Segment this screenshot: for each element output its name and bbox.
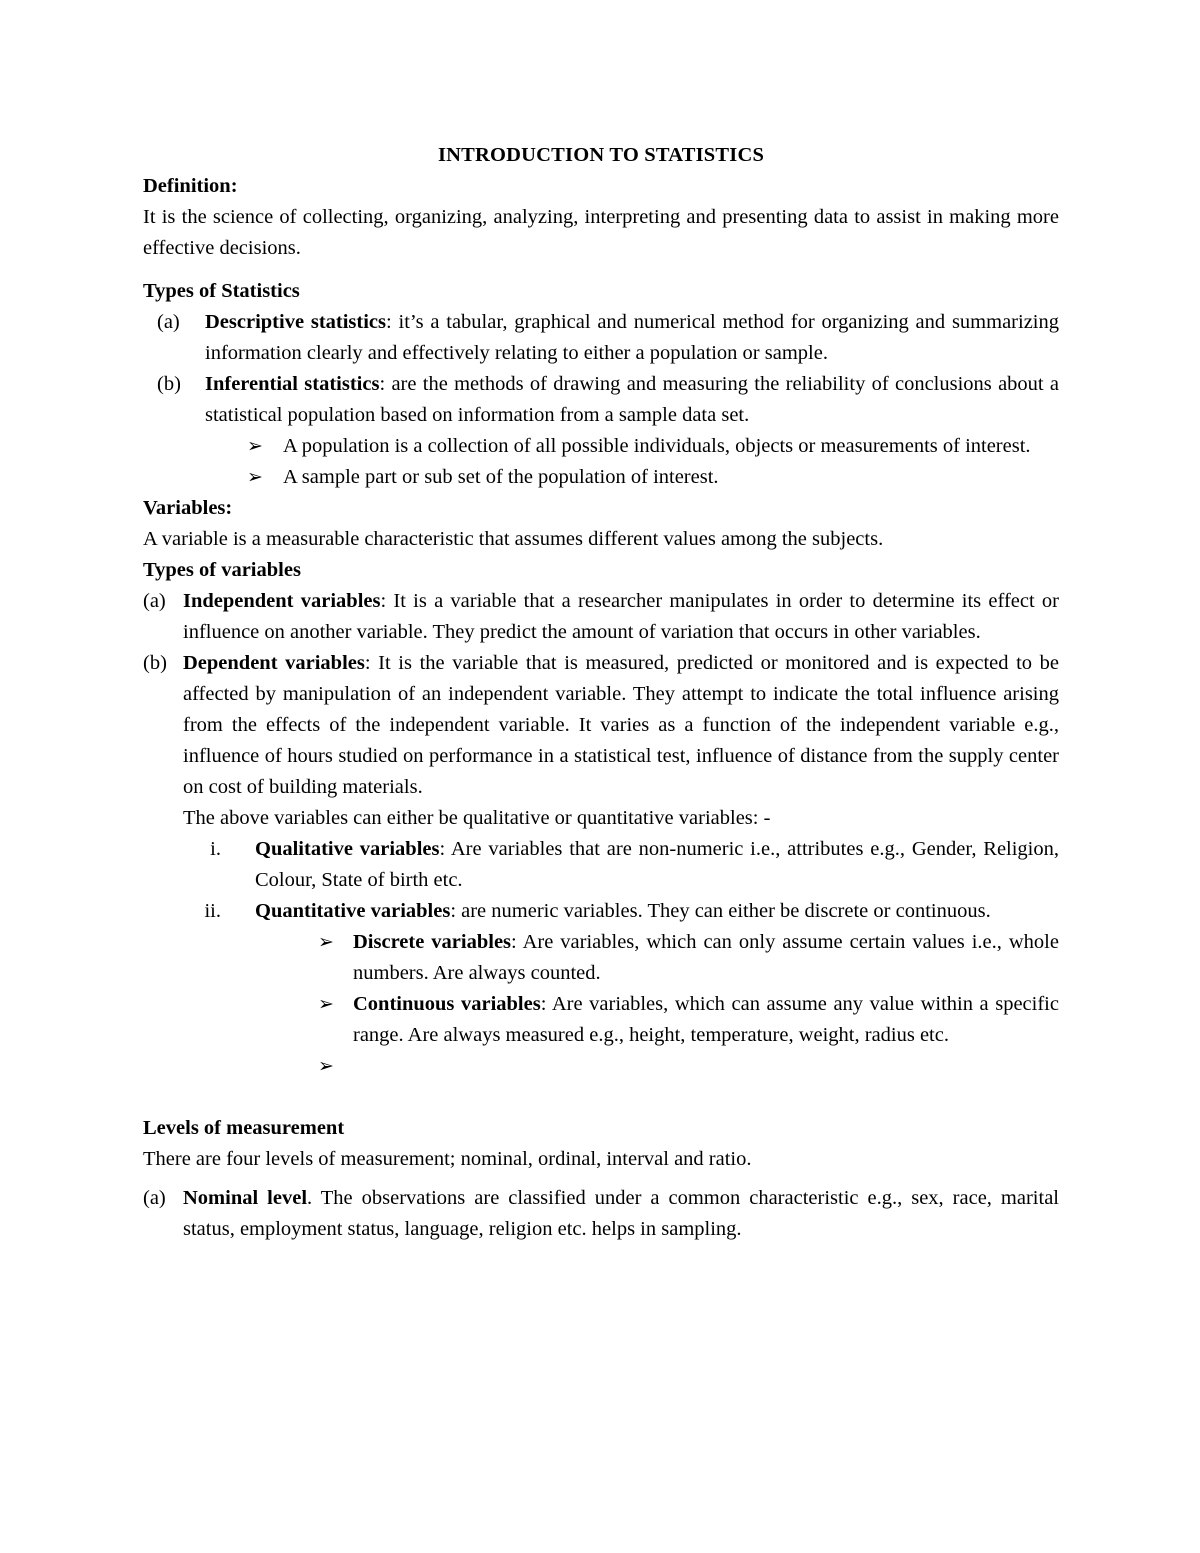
variables-note: The above variables can either be qualitative or quantitative variables: - (183, 807, 771, 829)
definition-dependent-variables: : It is the variable that is measured, predicted or monitored and is expected to be affected by manipulation of an independent variable. They attempt to indicate the total influence arising from the effects of the independent variable. It varies as a function of the independent variable e.g., influence of hours studied on performance in a statistical test, influence of distance from the supply center on cost of building materials. (183, 652, 1060, 798)
roman-marker: ii. (204, 900, 221, 922)
bullet-item-population (143, 431, 1059, 462)
definition-discrete-variables: : Are variables, which can only assume certain values i.e., whole numbers. Are always counted. (353, 931, 1059, 984)
list-marker: (a) (143, 1187, 166, 1209)
definition-heading: Definition: (143, 175, 238, 197)
bullet-item-empty (143, 1051, 1059, 1082)
arrowhead-bullet-icon: ➢ (318, 932, 334, 953)
bullet-item-sample (143, 462, 1059, 493)
term-qualitative-variables: Qualitative variables (255, 838, 440, 860)
definition-quantitative-variables: : are numeric variables. They can either be discrete or continuous. (450, 900, 991, 922)
arrowhead-bullet-icon: ➢ (247, 436, 263, 457)
bullet-text-sample: A sample part or sub set of the population of interest. (283, 466, 719, 488)
roman-marker: i. (210, 838, 221, 860)
definition-qualitative-variables: : Are variables that are non-numeric i.e., attributes e.g., Gender, Religion, Colour, State of birth etc. (255, 838, 1060, 891)
list-item-qualitative-variables (143, 834, 1059, 896)
arrowhead-bullet-icon: ➢ (318, 994, 334, 1015)
definition-descriptive-statistics: : it’s a tabular, graphical and numerical method for organizing and summarizing information clearly and effectively relating to either a population or sample. (205, 311, 1059, 364)
list-item-inferential-statistics (143, 369, 1059, 431)
definition-independent-variables: : It is a variable that a researcher manipulates in order to determine its effect or influence on another variable. They predict the amount of variation that occurs in other variables. (183, 590, 1059, 643)
list-marker: (a) (143, 590, 166, 612)
term-descriptive-statistics: Descriptive statistics (205, 311, 386, 333)
term-inferential-statistics: Inferential statistics (205, 373, 380, 395)
variables-heading: Variables: (143, 497, 233, 519)
term-discrete-variables: Discrete variables (353, 931, 512, 953)
list-item-quantitative-variables (143, 896, 1059, 927)
list-item-independent-variables (143, 586, 1059, 648)
bullet-text-population: A population is a collection of all possible individuals, objects or measurements of interest. (283, 435, 1031, 457)
term-dependent-variables: Dependent variables (183, 652, 365, 674)
term-nominal-level: Nominal level (183, 1187, 308, 1209)
definition-nominal-level: . The observations are classified under a common characteristic e.g., sex, race, marital status, employment status, language, religion etc. helps in sampling. (183, 1187, 1059, 1240)
bullet-item-discrete-variables (143, 927, 1059, 989)
document-page (143, 140, 1059, 1245)
term-continuous-variables: Continuous variables (353, 993, 541, 1015)
definition-continuous-variables: : Are variables, which can assume any value within a specific range. Are always measured e.g., height, temperature, weight, radius etc. (353, 993, 1059, 1046)
list-item-nominal-level (143, 1183, 1059, 1245)
list-marker: (b) (157, 373, 181, 395)
list-marker: (a) (157, 311, 180, 333)
bullet-item-continuous-variables (143, 989, 1059, 1051)
arrowhead-bullet-icon: ➢ (247, 467, 263, 488)
list-item-dependent-variables (143, 648, 1059, 803)
term-quantitative-variables: Quantitative variables (255, 900, 451, 922)
term-independent-variables: Independent variables (183, 590, 381, 612)
arrowhead-bullet-icon: ➢ (318, 1056, 334, 1077)
list-item-descriptive-statistics (143, 307, 1059, 369)
page-title: INTRODUCTION TO STATISTICS (437, 144, 765, 166)
levels-of-measurement-heading: Levels of measurement (143, 1117, 345, 1139)
list-marker: (b) (143, 652, 167, 674)
types-of-variables-heading: Types of variables (143, 559, 301, 581)
variables-text: A variable is a measurable characteristic that assumes different values among the subjects. (143, 528, 884, 550)
definition-inferential-statistics: : are the methods of drawing and measuring the reliability of conclusions about a statistical population based on information from a sample data set. (205, 373, 1060, 426)
types-of-statistics-heading: Types of Statistics (143, 280, 300, 302)
definition-text: It is the science of collecting, organizing, analyzing, interpreting and presenting data to assist in making more effective decisions. (143, 206, 1059, 259)
levels-of-measurement-text: There are four levels of measurement; nominal, ordinal, interval and ratio. (143, 1148, 752, 1170)
